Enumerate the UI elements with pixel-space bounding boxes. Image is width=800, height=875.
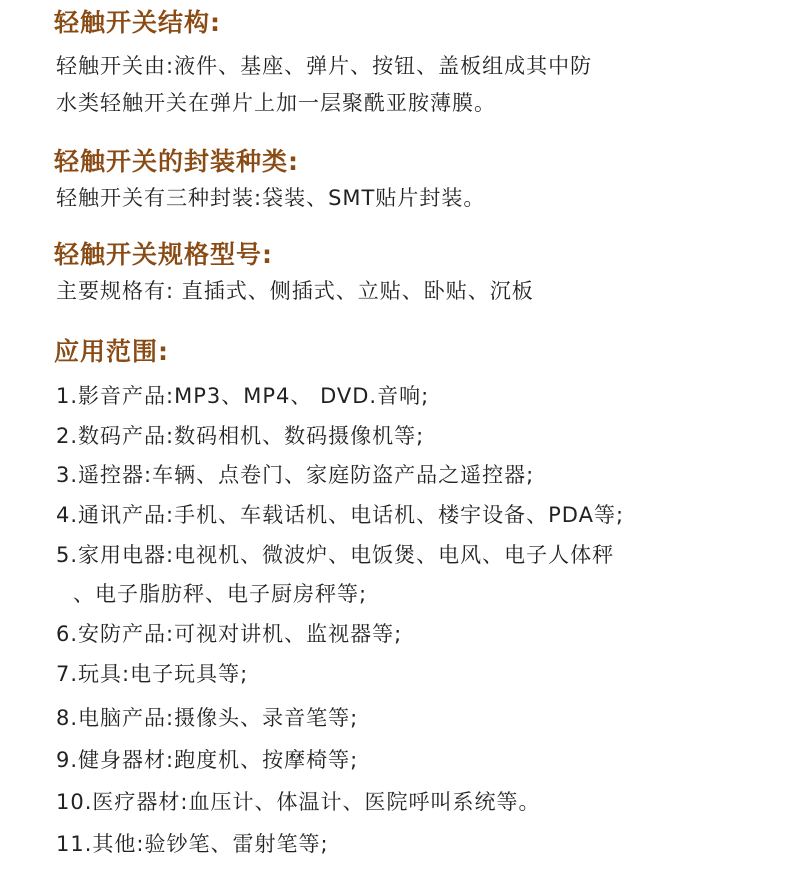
application-item-7: 7.玩具:电子玩具等;	[56, 662, 249, 686]
application-item-4: 4.通讯产品:手机、车载话机、电话机、楼宇设备、PDA等;	[56, 503, 625, 527]
application-item-1: 1.影音产品:MP3、MP4、 DVD.音响;	[56, 384, 430, 408]
application-item-3: 3.遥控器:车辆、点卷门、家庭防盗产品之遥控器;	[56, 463, 535, 487]
applications-heading: 应用范围:	[54, 337, 169, 366]
packaging-text: 轻触开关有三种封装:袋装、SMT贴片封装。	[56, 186, 486, 210]
application-item-11: 11.其他:验钞笔、雷射笔等;	[56, 832, 329, 856]
application-item-2: 2.数码产品:数码相机、数码摄像机等;	[56, 424, 425, 448]
application-item-6: 6.安防产品:可视对讲机、监视器等;	[56, 622, 403, 646]
application-item-5-main: 5.家用电器:电视机、微波炉、电饭煲、电风、电子人体秤	[56, 543, 615, 567]
structure-heading: 轻触开关结构:	[54, 8, 221, 37]
structure-line-1: 轻触开关由:液件、基座、弹片、按钮、盖板组成其中防	[56, 54, 593, 78]
specs-heading: 轻触开关规格型号:	[54, 240, 273, 269]
specs-text: 主要规格有: 直插式、侧插式、立贴、卧贴、沉板	[56, 279, 534, 303]
packaging-heading: 轻触开关的封装种类:	[54, 147, 299, 176]
application-item-9: 9.健身器材:跑度机、按摩椅等;	[56, 748, 359, 772]
application-item-5	[56, 540, 614, 609]
application-item-8: 8.电脑产品:摄像头、录音笔等;	[56, 706, 359, 730]
structure-line-2: 水类轻触开关在弹片上加一层聚酰亚胺薄膜。	[56, 91, 496, 115]
application-item-5-continuation: 、电子脂肪秤、电子厨房秤等;	[73, 582, 368, 606]
application-item-10: 10.医疗器材:血压计、体温计、医院呼叫系统等。	[56, 790, 541, 814]
